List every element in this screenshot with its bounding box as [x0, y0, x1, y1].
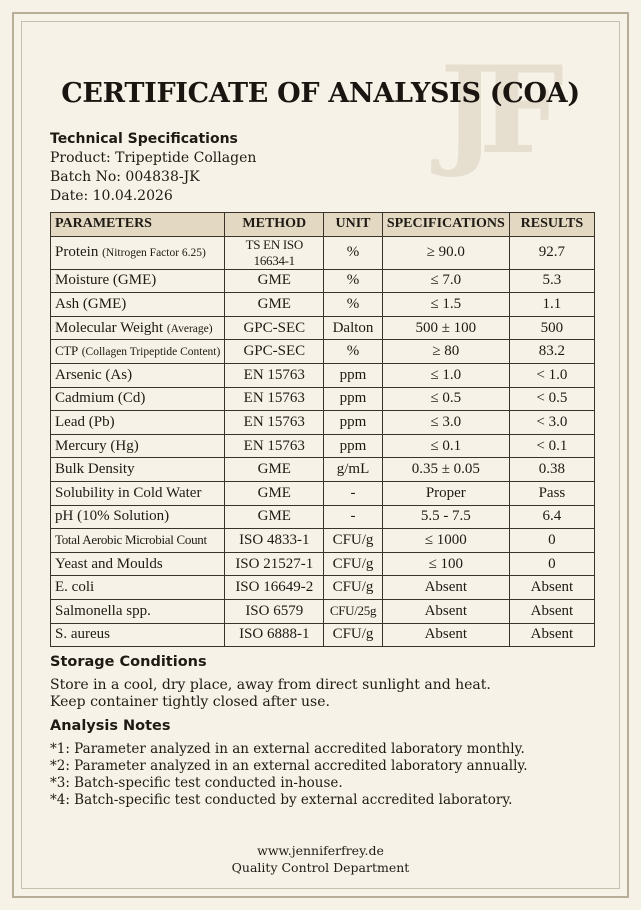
param-label: pH (10% Solution) — [55, 508, 170, 525]
batch-line: Batch No: 004838-JK — [50, 169, 200, 185]
method-cell: EN 15763 — [225, 434, 324, 458]
param-cell — [51, 293, 225, 317]
result-cell: < 1.0 — [509, 363, 594, 387]
note-item: *3: Batch-specific test conducted in-house. — [50, 775, 343, 791]
method-cell: ISO 21527-1 — [225, 552, 324, 576]
param-label: Arsenic (As) — [55, 366, 133, 383]
method-cell: GME — [225, 293, 324, 317]
analysis-notes — [50, 718, 528, 809]
param-cell — [51, 529, 225, 553]
spec-cell: 0.35 ± 0.05 — [382, 458, 509, 482]
footer — [0, 842, 641, 876]
unit-cell: % — [324, 293, 383, 317]
header-parameters: PARAMETERS — [51, 213, 225, 237]
table-row — [51, 269, 595, 293]
param-label: Yeast and Moulds — [55, 555, 163, 572]
table-row — [51, 458, 595, 482]
param-cell — [51, 599, 225, 623]
result-cell: 0.38 — [509, 458, 594, 482]
table-row — [51, 340, 595, 364]
result-cell: 0 — [509, 529, 594, 553]
unit-cell: % — [324, 340, 383, 364]
spec-cell: 500 ± 100 — [382, 316, 509, 340]
param-cell — [51, 434, 225, 458]
param-cell — [51, 316, 225, 340]
param-label: S. aureus — [55, 626, 110, 643]
unit-cell: - — [324, 481, 383, 505]
param-label: CTP — [55, 343, 78, 359]
result-cell: < 0.1 — [509, 434, 594, 458]
header-unit: UNIT — [324, 213, 383, 237]
result-cell: Absent — [509, 623, 594, 647]
method-cell: EN 15763 — [225, 411, 324, 435]
header-method: METHOD — [225, 213, 324, 237]
table-row — [51, 505, 595, 529]
department-text: Quality Control Department — [231, 860, 410, 875]
param-cell — [51, 576, 225, 600]
param-label: Mercury (Hg) — [55, 437, 139, 454]
method-cell: ISO 6579 — [225, 599, 324, 623]
result-cell: 92.7 — [509, 236, 594, 269]
specs-heading: Technical Specifications — [50, 131, 238, 147]
method-cell: GME — [225, 458, 324, 482]
spec-cell: 5.5 - 7.5 — [382, 505, 509, 529]
table-row — [51, 316, 595, 340]
result-cell: 6.4 — [509, 505, 594, 529]
date-line: Date: 10.04.2026 — [50, 188, 173, 204]
spec-cell: Proper — [382, 481, 509, 505]
unit-cell: ppm — [324, 363, 383, 387]
param-cell — [51, 458, 225, 482]
param-label: Cadmium (Cd) — [55, 390, 146, 407]
param-note: (Nitrogen Factor 6.25) — [102, 247, 206, 260]
param-label: Protein — [55, 244, 99, 261]
spec-cell: ≤ 0.1 — [382, 434, 509, 458]
table-header-row — [51, 213, 595, 237]
method-cell: GME — [225, 481, 324, 505]
result-cell: 5.3 — [509, 269, 594, 293]
method-cell: TS EN ISO 16634-1 — [225, 236, 324, 269]
param-cell — [51, 481, 225, 505]
table-row — [51, 411, 595, 435]
method-cell: ISO 4833-1 — [225, 529, 324, 553]
table-row — [51, 552, 595, 576]
param-cell — [51, 340, 225, 364]
result-cell: < 0.5 — [509, 387, 594, 411]
unit-cell: - — [324, 505, 383, 529]
spec-cell: ≤ 1.5 — [382, 293, 509, 317]
result-cell: 500 — [509, 316, 594, 340]
unit-cell: g/mL — [324, 458, 383, 482]
method-cell: GPC-SEC — [225, 340, 324, 364]
result-cell: Absent — [509, 576, 594, 600]
param-cell — [51, 387, 225, 411]
technical-specifications — [50, 130, 256, 206]
spec-cell: ≥ 80 — [382, 340, 509, 364]
table-row — [51, 434, 595, 458]
unit-cell: ppm — [324, 387, 383, 411]
spec-cell: ≤ 1000 — [382, 529, 509, 553]
unit-cell: CFU/g — [324, 552, 383, 576]
param-label: Total Aerobic Microbial Count — [55, 531, 207, 547]
unit-cell: CFU/g — [324, 529, 383, 553]
spec-cell: ≤ 7.0 — [382, 269, 509, 293]
param-cell — [51, 363, 225, 387]
param-cell — [51, 505, 225, 529]
unit-cell: CFU/g — [324, 623, 383, 647]
document-title: CERTIFICATE OF ANALYSIS (COA) — [61, 78, 580, 109]
note-item: *1: Parameter analyzed in an external accredited laboratory monthly. — [50, 741, 525, 757]
table-row — [51, 599, 595, 623]
param-note: (Collagen Tripeptide Content) — [81, 346, 221, 359]
param-label: Molecular Weight — [55, 319, 164, 336]
method-cell: GME — [225, 505, 324, 529]
unit-cell: ppm — [324, 434, 383, 458]
header-results: RESULTS — [509, 213, 594, 237]
note-item: *4: Batch-specific test conducted by external accredited laboratory. — [50, 792, 513, 808]
param-label: Lead (Pb) — [55, 413, 115, 430]
storage-heading: Storage Conditions — [50, 654, 207, 670]
param-cell — [51, 269, 225, 293]
table-row — [51, 529, 595, 553]
result-cell: 83.2 — [509, 340, 594, 364]
result-cell: < 3.0 — [509, 411, 594, 435]
result-cell: Absent — [509, 599, 594, 623]
spec-cell: ≤ 0.5 — [382, 387, 509, 411]
table-row — [51, 363, 595, 387]
table-row — [51, 293, 595, 317]
spec-cell: ≤ 100 — [382, 552, 509, 576]
unit-cell: CFU/g — [324, 576, 383, 600]
spec-cell: Absent — [382, 576, 509, 600]
unit-cell: ppm — [324, 411, 383, 435]
method-cell: EN 15763 — [225, 363, 324, 387]
storage-conditions — [50, 654, 491, 711]
spec-cell: Absent — [382, 599, 509, 623]
unit-cell: Dalton — [324, 316, 383, 340]
param-label: Bulk Density — [55, 461, 135, 478]
method-cell: ISO 6888-1 — [225, 623, 324, 647]
notes-heading: Analysis Notes — [50, 718, 171, 734]
param-cell — [51, 623, 225, 647]
table-row — [51, 576, 595, 600]
table-row — [51, 623, 595, 647]
param-label: E. coli — [55, 579, 95, 596]
param-label: Ash (GME) — [55, 295, 127, 312]
param-label: Salmonella spp. — [55, 602, 151, 619]
table-row — [51, 481, 595, 505]
spec-cell: Absent — [382, 623, 509, 647]
param-cell — [51, 411, 225, 435]
result-cell: Pass — [509, 481, 594, 505]
method-cell: EN 15763 — [225, 387, 324, 411]
unit-cell: CFU/25g — [324, 599, 383, 623]
header-specifications: SPECIFICATIONS — [382, 213, 509, 237]
result-cell: 0 — [509, 552, 594, 576]
param-cell — [51, 552, 225, 576]
table-row — [51, 236, 595, 269]
spec-cell: ≤ 1.0 — [382, 363, 509, 387]
jf-watermark-logo: JF — [440, 40, 546, 181]
method-cell: GPC-SEC — [225, 316, 324, 340]
storage-line: Store in a cool, dry place, away from direct sunlight and heat. — [50, 677, 491, 693]
method-cell: GME — [225, 269, 324, 293]
param-cell — [51, 236, 225, 269]
website-text: www.jenniferfrey.de — [257, 843, 384, 858]
storage-line: Keep container tightly closed after use. — [50, 694, 330, 710]
param-label: Moisture (GME) — [55, 272, 157, 289]
param-label: Solubility in Cold Water — [55, 484, 202, 501]
spec-cell: ≥ 90.0 — [382, 236, 509, 269]
param-note: (Average) — [166, 322, 213, 335]
result-cell: 1.1 — [509, 293, 594, 317]
table-row — [51, 387, 595, 411]
note-item: *2: Parameter analyzed in an external accredited laboratory annually. — [50, 758, 528, 774]
product-line: Product: Tripeptide Collagen — [50, 150, 257, 166]
unit-cell: % — [324, 236, 383, 269]
method-cell: ISO 16649-2 — [225, 576, 324, 600]
analysis-table — [50, 212, 595, 647]
spec-cell: ≤ 3.0 — [382, 411, 509, 435]
unit-cell: % — [324, 269, 383, 293]
